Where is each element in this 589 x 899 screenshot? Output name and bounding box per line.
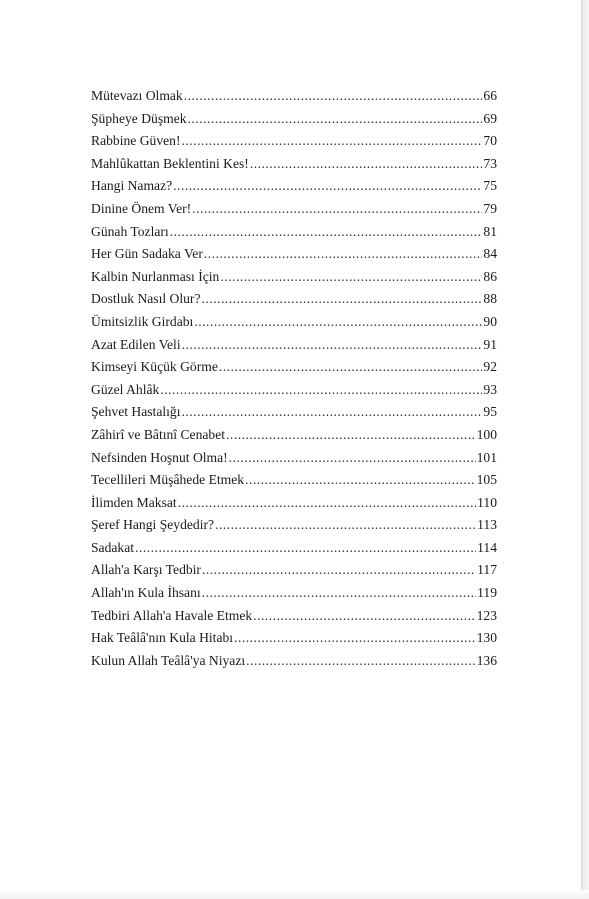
dot-leader [215,517,476,533]
toc-entry-page-number: 110 [477,494,497,510]
dot-leader [219,359,483,375]
toc-entry-page-number: 101 [476,449,497,465]
toc-entry-title: Mahlûkattan Beklentini Kes! [91,155,249,171]
toc-entry-title: Tecellileri Müşâhede Etmek [91,472,245,488]
toc-entry-page-number: 92 [483,359,497,375]
dot-leader [170,224,483,240]
dot-leader [246,653,475,669]
dot-leader [173,178,482,194]
dot-leader [245,472,476,488]
toc-entry-page-number: 81 [483,223,497,239]
dot-leader [181,133,482,149]
toc-entry-page-number: 91 [483,336,497,352]
dot-leader [160,382,482,398]
toc-entry-page-number: 95 [483,404,497,420]
dot-leader [188,111,483,127]
toc-entry-page-number: 90 [483,313,497,329]
toc-entry-title: Şehvet Hastalığı [91,404,181,420]
toc-entry-title: Güzel Ahlâk [91,381,160,397]
toc-entry [91,608,497,631]
toc-entry-page-number: 123 [476,607,497,623]
toc-entry-page-number: 119 [477,585,497,601]
toc-entry-page-number: 79 [483,200,497,216]
toc-entry [91,472,497,495]
toc-entry-title: Rabbine Güven! [91,133,181,149]
toc-entry-title: Tedbiri Allah'a Havale Etmek [91,607,253,623]
toc-entry [91,111,497,134]
toc-entry [91,314,497,337]
toc-entry-page-number: 117 [477,562,497,578]
toc-entry [91,450,497,473]
toc-entry-title: Mütevazı Olmak [91,88,183,103]
dot-leader [178,495,476,511]
dot-leader [184,88,483,104]
toc-entry-title: Ümitsizlik Girdabı [91,313,194,329]
toc-entry [91,653,497,676]
toc-entry [91,630,497,653]
toc-entry-title: Şüpheye Düşmek [91,110,187,126]
toc-entry [91,517,497,540]
toc-entry [91,337,497,360]
toc-entry [91,427,497,450]
toc-entry [91,88,497,111]
toc-entry-page-number: 70 [483,133,497,149]
toc-entry-page-number: 93 [483,381,497,397]
toc-entry-title: Azat Edilen Veli [91,336,181,352]
dot-leader [204,246,483,262]
toc-entry-page-number: 84 [483,246,497,262]
toc-entry-page-number: 86 [483,268,497,284]
toc-entry-title: Sadakat [91,539,135,555]
toc-entry [91,178,497,201]
toc-entry-title: Zâhirî ve Bâtınî Cenabet [91,426,226,442]
toc-entry-title: Hangi Namaz? [91,178,173,194]
dot-leader [226,427,476,443]
dot-leader [194,314,482,330]
page-edge-shadow [581,0,589,899]
dot-leader [220,269,482,285]
toc-entry [91,224,497,247]
toc-entry [91,495,497,518]
toc-entry-page-number: 66 [483,88,497,103]
dot-leader [135,540,476,556]
dot-leader [202,291,483,307]
dot-leader [229,450,476,466]
toc-entry-page-number: 113 [477,517,497,533]
toc-entry [91,269,497,292]
toc-entry-page-number: 88 [483,291,497,307]
toc-entry [91,585,497,608]
toc-entry [91,156,497,179]
toc-entry-title: Allah'ın Kula İhsanı [91,585,201,601]
toc-entry-page-number: 136 [476,652,497,668]
dot-leader [234,630,476,646]
toc-entry [91,562,497,585]
table-of-contents [91,88,497,675]
dot-leader [202,562,476,578]
toc-entry-title: Günah Tozları [91,223,169,239]
dot-leader [181,404,482,420]
toc-entry-page-number: 130 [476,630,497,646]
toc-entry-page-number: 105 [476,472,497,488]
dot-leader [202,585,476,601]
toc-entry-title: Dostluk Nasıl Olur? [91,291,201,307]
dot-leader [250,156,483,172]
toc-entry-title: İlimden Maksat [91,494,177,510]
toc-entry-title: Allah'a Karşı Tedbir [91,562,201,578]
dot-leader [192,201,482,217]
toc-entry [91,382,497,405]
toc-entry [91,246,497,269]
toc-entry [91,201,497,224]
toc-entry [91,291,497,314]
toc-entry [91,404,497,427]
toc-entry-page-number: 73 [483,155,497,171]
toc-entry-title: Dinine Önem Ver! [91,200,192,216]
page-bottom-shadow [0,890,589,899]
toc-entry-title: Hak Teâlâ'nın Kula Hitabı [91,630,234,646]
toc-entry-page-number: 100 [476,426,497,442]
toc-entry [91,133,497,156]
toc-entry-page-number: 114 [477,539,497,555]
toc-entry-title: Şeref Hangi Şeydedir? [91,517,215,533]
toc-entry-title: Her Gün Sadaka Ver [91,246,203,262]
toc-entry-title: Kimseyi Küçük Görme [91,359,218,375]
toc-entry-title: Kulun Allah Teâlâ'ya Niyazı [91,652,246,668]
toc-entry-page-number: 69 [483,110,497,126]
dot-leader [182,337,483,353]
dot-leader [253,608,475,624]
toc-entry-title: Nefsinden Hoşnut Olma! [91,449,228,465]
toc-entry [91,540,497,563]
toc-entry-title: Kalbin Nurlanması İçin [91,268,220,284]
toc-entry-page-number: 75 [483,178,497,194]
toc-entry [91,359,497,382]
